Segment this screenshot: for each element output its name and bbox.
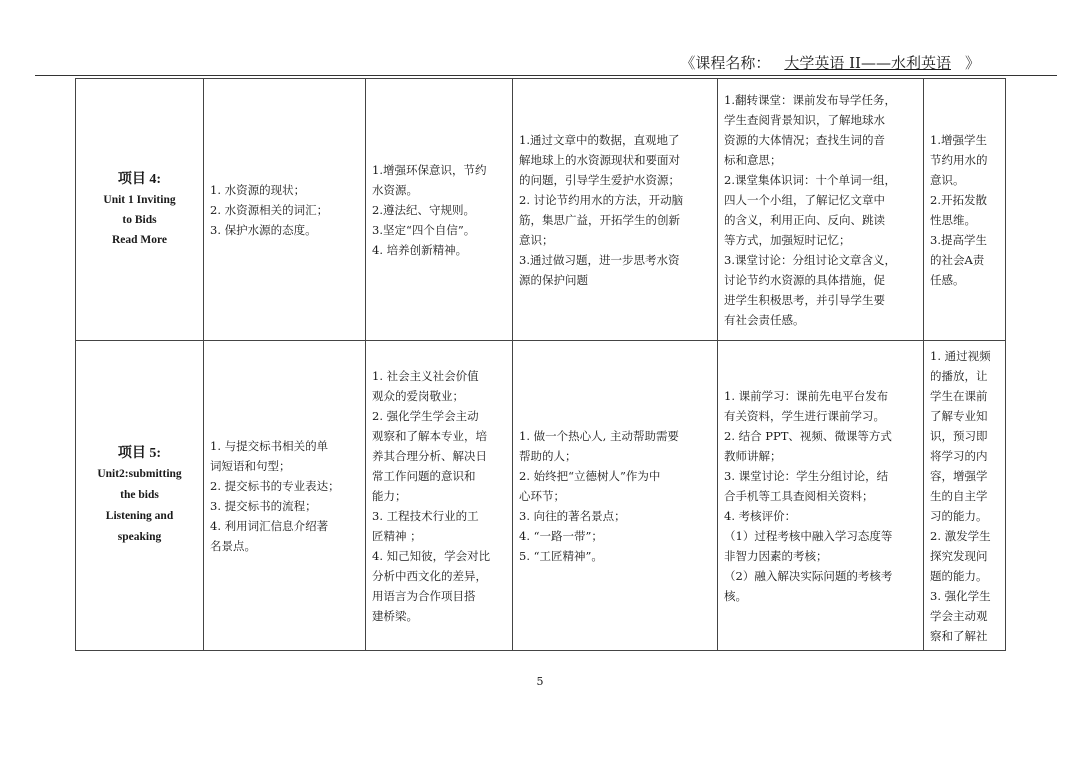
knowledge-line: 名景点。: [210, 538, 256, 553]
project-title-line: speaking: [117, 531, 162, 543]
course-title-suffix: 》: [964, 54, 980, 72]
integration-line: 2. 讨论节约用水的方法，开动脑: [519, 192, 684, 207]
ideology-line: 1.增强环保意识，节约: [372, 162, 487, 177]
integration-line: 3.通过做习题，进一步思考水资: [519, 252, 680, 267]
ideology-line: 匠精神 ；: [372, 528, 422, 543]
project-title-line: Unit 1 Inviting: [103, 193, 176, 206]
goal-line: 的社会A责: [930, 252, 985, 267]
method-line: 2.课堂集体识词：十个单词一组，: [724, 172, 896, 187]
goal-line: 学生在课前: [930, 388, 988, 403]
knowledge-cell: [204, 341, 366, 651]
goal-line: 性思维。: [930, 212, 976, 227]
course-title-prefix: 《课程名称：: [680, 54, 771, 72]
method-line: （2）融入解决实际问题的考核考: [724, 568, 893, 583]
goal-line: 探究发现问: [930, 548, 988, 563]
integration-line: 1.通过文章中的数据，直观地了: [519, 132, 680, 147]
integration-line: 的问题，引导学生爱护水资源；: [519, 172, 680, 187]
method-line: 标和意思；: [724, 152, 782, 167]
ideology-line: 4. 培养创新精神。: [372, 242, 468, 257]
goal-line: 将学习的内: [930, 448, 988, 463]
knowledge-line: 4. 利用词汇信息介绍著: [210, 518, 329, 533]
ideology-line: 常工作问题的意识和: [372, 468, 476, 483]
method-line: （1）过程考核中融入学习态度等: [724, 528, 893, 543]
integration-cell: [513, 341, 718, 651]
table-row: [76, 341, 1006, 651]
course-name: 大学英语 II——水利英语: [784, 54, 951, 72]
course-title: [680, 52, 980, 74]
goal-line: 察和了解社: [930, 628, 988, 643]
ideology-line: 3.坚定“四个自信”。: [372, 222, 476, 237]
method-line: 非智力因素的考核；: [724, 548, 828, 563]
ideology-line: 2. 强化学生学会主动: [372, 408, 479, 423]
integration-line: 5. “工匠精神”。: [519, 548, 603, 563]
ideology-line: 分析中西文化的差异，: [372, 568, 487, 583]
goal-line: 识，预习即: [930, 428, 988, 443]
integration-line: 4. “一路一带”；: [519, 528, 603, 543]
project-label: 项目 4:: [117, 171, 162, 187]
goal-line: 3. 强化学生: [930, 588, 991, 603]
integration-line: 1. 做一个热心人, 主动帮助需要: [519, 428, 679, 443]
knowledge-cell: [204, 79, 366, 341]
method-cell: [718, 79, 924, 341]
ideology-line: 观众的爱岗敬业；: [372, 388, 464, 403]
syllabus-table: [75, 78, 1006, 651]
project-cell: [76, 341, 204, 651]
method-line: 等方式，加强短时记忆；: [724, 232, 851, 247]
integration-line: 3. 向往的著名景点；: [519, 508, 626, 523]
goal-line: 1. 通过视频: [930, 348, 991, 363]
project-title-line: to Bids: [122, 213, 157, 226]
method-line: 3. 课堂讨论：学生分组讨论，结: [724, 468, 889, 483]
knowledge-line: 3. 保护水源的态度。: [210, 222, 317, 237]
project-title-line: Listening and: [105, 510, 174, 522]
method-line: 讨论节约水资源的具体措施，促: [724, 272, 885, 287]
ideology-line: 观察和了解本专业，培: [372, 428, 487, 443]
goal-line: 节约用水的: [930, 152, 988, 167]
method-line: 的含义，利用正向、反向、跳读: [724, 212, 885, 227]
ideology-line: 1. 社会主义社会价值: [372, 368, 479, 383]
knowledge-line: 1. 水资源的现状；: [210, 182, 306, 197]
method-line: 四人一个小组，了解记忆文章中: [724, 192, 885, 207]
method-line: 有关资料，学生进行课前学习。: [724, 408, 885, 423]
project-cell: [76, 79, 204, 341]
method-line: 核。: [724, 588, 747, 603]
integration-line: 意识；: [519, 232, 554, 247]
method-line: 2. 结合 PPT、视频、微课等方式: [724, 428, 892, 443]
project-label: 项目 5:: [117, 446, 162, 461]
method-line: 4. 考核评价：: [724, 508, 797, 523]
page-number: 5: [536, 675, 544, 688]
knowledge-line: 词短语和句型；: [210, 458, 291, 473]
ideology-line: 建桥梁。: [372, 608, 418, 623]
ideology-cell: [366, 79, 513, 341]
goal-line: 3.提高学生: [930, 232, 987, 247]
goal-line: 任感。: [930, 272, 965, 287]
ideology-line: 3. 工程技术行业的工: [372, 508, 479, 523]
goal-line: 容，增强学: [930, 468, 988, 483]
integration-line: 2. 始终把“立德树人”作为中: [519, 468, 661, 483]
integration-cell: [513, 79, 718, 341]
table-row: [76, 79, 1006, 341]
method-cell: [718, 341, 924, 651]
goal-line: 意识。: [930, 172, 965, 187]
ideology-line: 4. 知己知彼，学会对比: [372, 548, 491, 563]
method-line: 合手机等工具查阅相关资料；: [724, 488, 874, 503]
project-title-line: Unit2:submitting: [97, 468, 182, 480]
knowledge-line: 2. 提交标书的专业表达；: [210, 478, 340, 493]
ideology-line: 水资源。: [372, 182, 418, 197]
project-title-line: Read More: [111, 233, 168, 246]
goal-line: 2. 激发学生: [930, 528, 991, 543]
method-line: 3.课堂讨论：分组讨论文章含义，: [724, 252, 896, 267]
goal-line: 了解专业知: [930, 408, 988, 423]
method-line: 教师讲解；: [724, 448, 782, 463]
method-line: 进学生积极思考，并引导学生要: [724, 292, 885, 307]
goal-line: 1.增强学生: [930, 132, 987, 147]
page-header: [0, 52, 1080, 74]
integration-line: 心环节；: [519, 488, 565, 503]
ideology-line: 用语言为合作项目搭: [372, 588, 476, 603]
project-title-line: the bids: [120, 489, 159, 501]
goal-line: 2.开拓发散: [930, 192, 987, 207]
goal-cell: [924, 79, 1006, 341]
goal-line: 的播放，让: [930, 368, 988, 383]
goal-line: 学会主动观: [930, 608, 988, 623]
knowledge-line: 2. 水资源相关的词汇；: [210, 202, 329, 217]
knowledge-line: 3. 提交标书的流程；: [210, 498, 317, 513]
goal-line: 生的自主学: [930, 488, 988, 503]
ideology-line: 养其合理分析、解决日: [372, 448, 487, 463]
integration-line: 筋，集思广益，开拓学生的创新: [519, 212, 680, 227]
method-line: 1. 课前学习：课前先电平台发布: [724, 388, 889, 403]
integration-line: 解地球上的水资源现状和要面对: [519, 152, 680, 167]
method-line: 有社会责任感。: [724, 312, 805, 327]
method-line: 1.翻转课堂：课前发布导学任务，: [724, 92, 896, 107]
integration-line: 源的保护问题: [519, 272, 588, 287]
method-line: 资源的大体情况；查找生词的音: [724, 132, 885, 147]
ideology-line: 能力；: [372, 488, 407, 503]
knowledge-line: 1. 与提交标书相关的单: [210, 438, 329, 453]
ideology-cell: [366, 341, 513, 651]
goal-line: 题的能力。: [930, 568, 988, 583]
ideology-line: 2.遵法纪、守规则。: [372, 202, 475, 217]
header-rule: [35, 75, 1057, 76]
goal-cell: [924, 341, 1006, 651]
goal-line: 习的能力。: [930, 508, 988, 523]
method-line: 学生查阅背景知识，了解地球水: [724, 112, 885, 127]
integration-line: 帮助的人；: [519, 448, 577, 463]
